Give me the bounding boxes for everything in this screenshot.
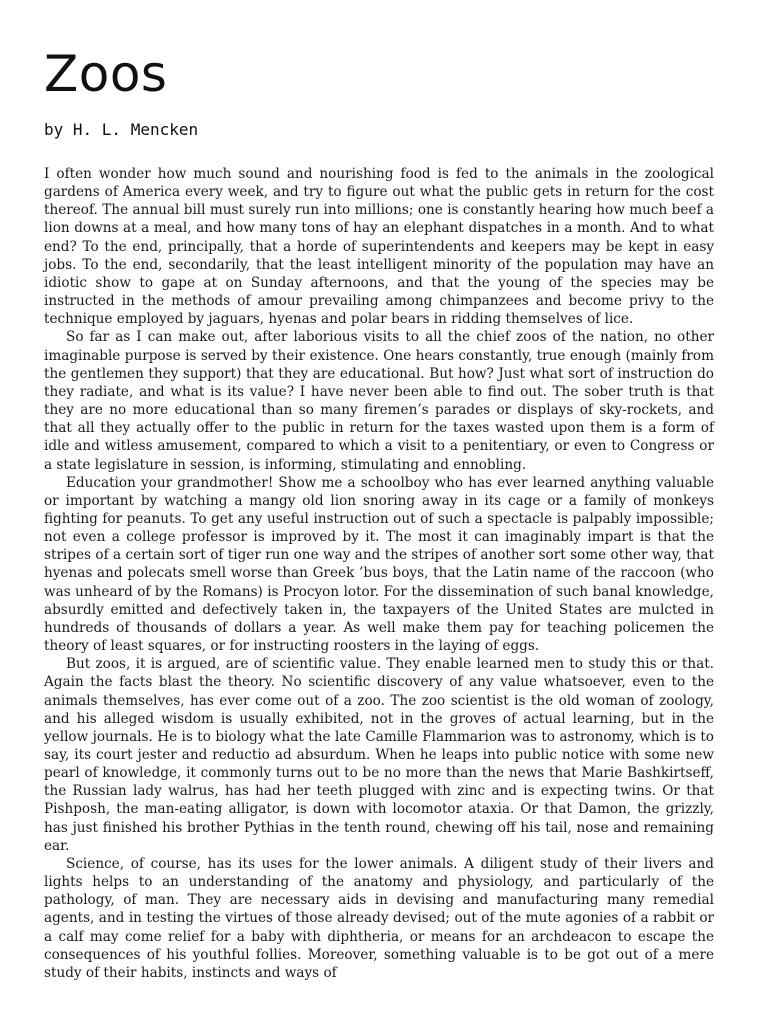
document-title: Zoos	[44, 45, 168, 103]
paragraph-1: I often wonder how much sound and nourishing food is fed to the animals in the zoological gardens of America every week, and try to figure out what the public gets in return for the cost thereof. The annual bill must surely run into millions; one is constantly hearing how much beef a lion downs at a meal, and how many tons of hay an elephant dispatches in a month. And to what end? To the end, principally, that a horde of superintendents and keepers may be kept in easy jobs. To the end, secondarily, that the least intelligent minority of the population may have an idiotic show to gape at on Sunday afternoons, and that the young of the species may be instructed in the methods of amour prevailing among chimpanzees and become privy to the technique employed by jaguars, hyenas and polar bears in ridding themselves of lice.	[44, 166, 714, 328]
paragraph-4: But zoos, it is argued, are of scientific value. They enable learned men to study this or that. Again the facts blast the theory. No scientific discovery of any value whatsoever, even to the animals themselves, has ever come out of a zoo. The zoo scientist is the old woman of zoology, and his alleged wisdom is usually exhibited, not in the groves of actual learning, but in the yellow journals. He is to biology what the late Camille Flammarion was to astronomy, which is to say, its court jester and reductio ad absurdum. When he leaps into public notice with some new pearl of knowledge, it commonly turns out to be no more than the news that Marie Bashkirtseff, the Russian lady walrus, has had her teeth plugged with zinc and is expecting twins. Or that Pishposh, the man-eating alligator, is down with locomotor ataxia. Or that Damon, the grizzly, has just finished his brother Pythias in the tenth round, chewing off his tail, nose and remaining ear.	[44, 656, 714, 854]
document-page	[44, 44, 714, 982]
author-byline: by H. L. Mencken	[44, 120, 199, 139]
paragraph-2: So far as I can make out, after laborious visits to all the chief zoos of the nation, no other imaginable purpose is served by their existence. One hears constantly, true enough (mainly from the gentlemen they support) that they are educational. But how? Just what sort of instruction do they radiate, and what is its value? I have never been able to find out. The sober truth is that they are no more educational than so many firemen’s parades or displays of sky-rockets, and that all they actually offer to the public in return for the taxes wasted upon them is a form of idle and witless amusement, compared to which a visit to a penitentiary, or even to Congress or a state legislature in session, is informing, stimulating and ennobling.	[44, 329, 714, 473]
paragraph-3: Education your grandmother! Show me a schoolboy who has ever learned anything valuable or important by watching a mangy old lion snoring away in its cage or a family of monkeys fighting for peanuts. To get any useful instruction out of such a spectacle is palpably impossible; not even a college professor is improved by it. The most it can imaginably impart is that the stripes of a certain sort of tiger run one way and the stripes of another sort some other way, that hyenas and polecats smell worse than Greek ’bus boys, that the Latin name of the raccoon (who was unheard of by the Romans) is Procyon lotor. For the dissemination of such banal knowledge, absurdly emitted and defectively taken in, the taxpayers of the United States are mulcted in hundreds of thousands of dollars a year. As well make them pay for teaching policemen the theory of least squares, or for instructing roosters in the laying of eggs.	[44, 474, 714, 655]
article-body	[44, 165, 714, 982]
paragraph-5: Science, of course, has its uses for the lower animals. A diligent study of their livers and lights helps to an understanding of the anatomy and physiology, and particularly of the pathology, of man. They are necessary aids in devising and manufacturing many remedial agents, and in testing the virtues of those already devised; out of the mute agonies of a rabbit or a calf may come relief for a baby with diphtheria, or means for an archdeacon to escape the consequences of his youthful follies. Moreover, something valuable is to be got out of a mere study of their habits, instincts and ways of	[44, 855, 714, 981]
